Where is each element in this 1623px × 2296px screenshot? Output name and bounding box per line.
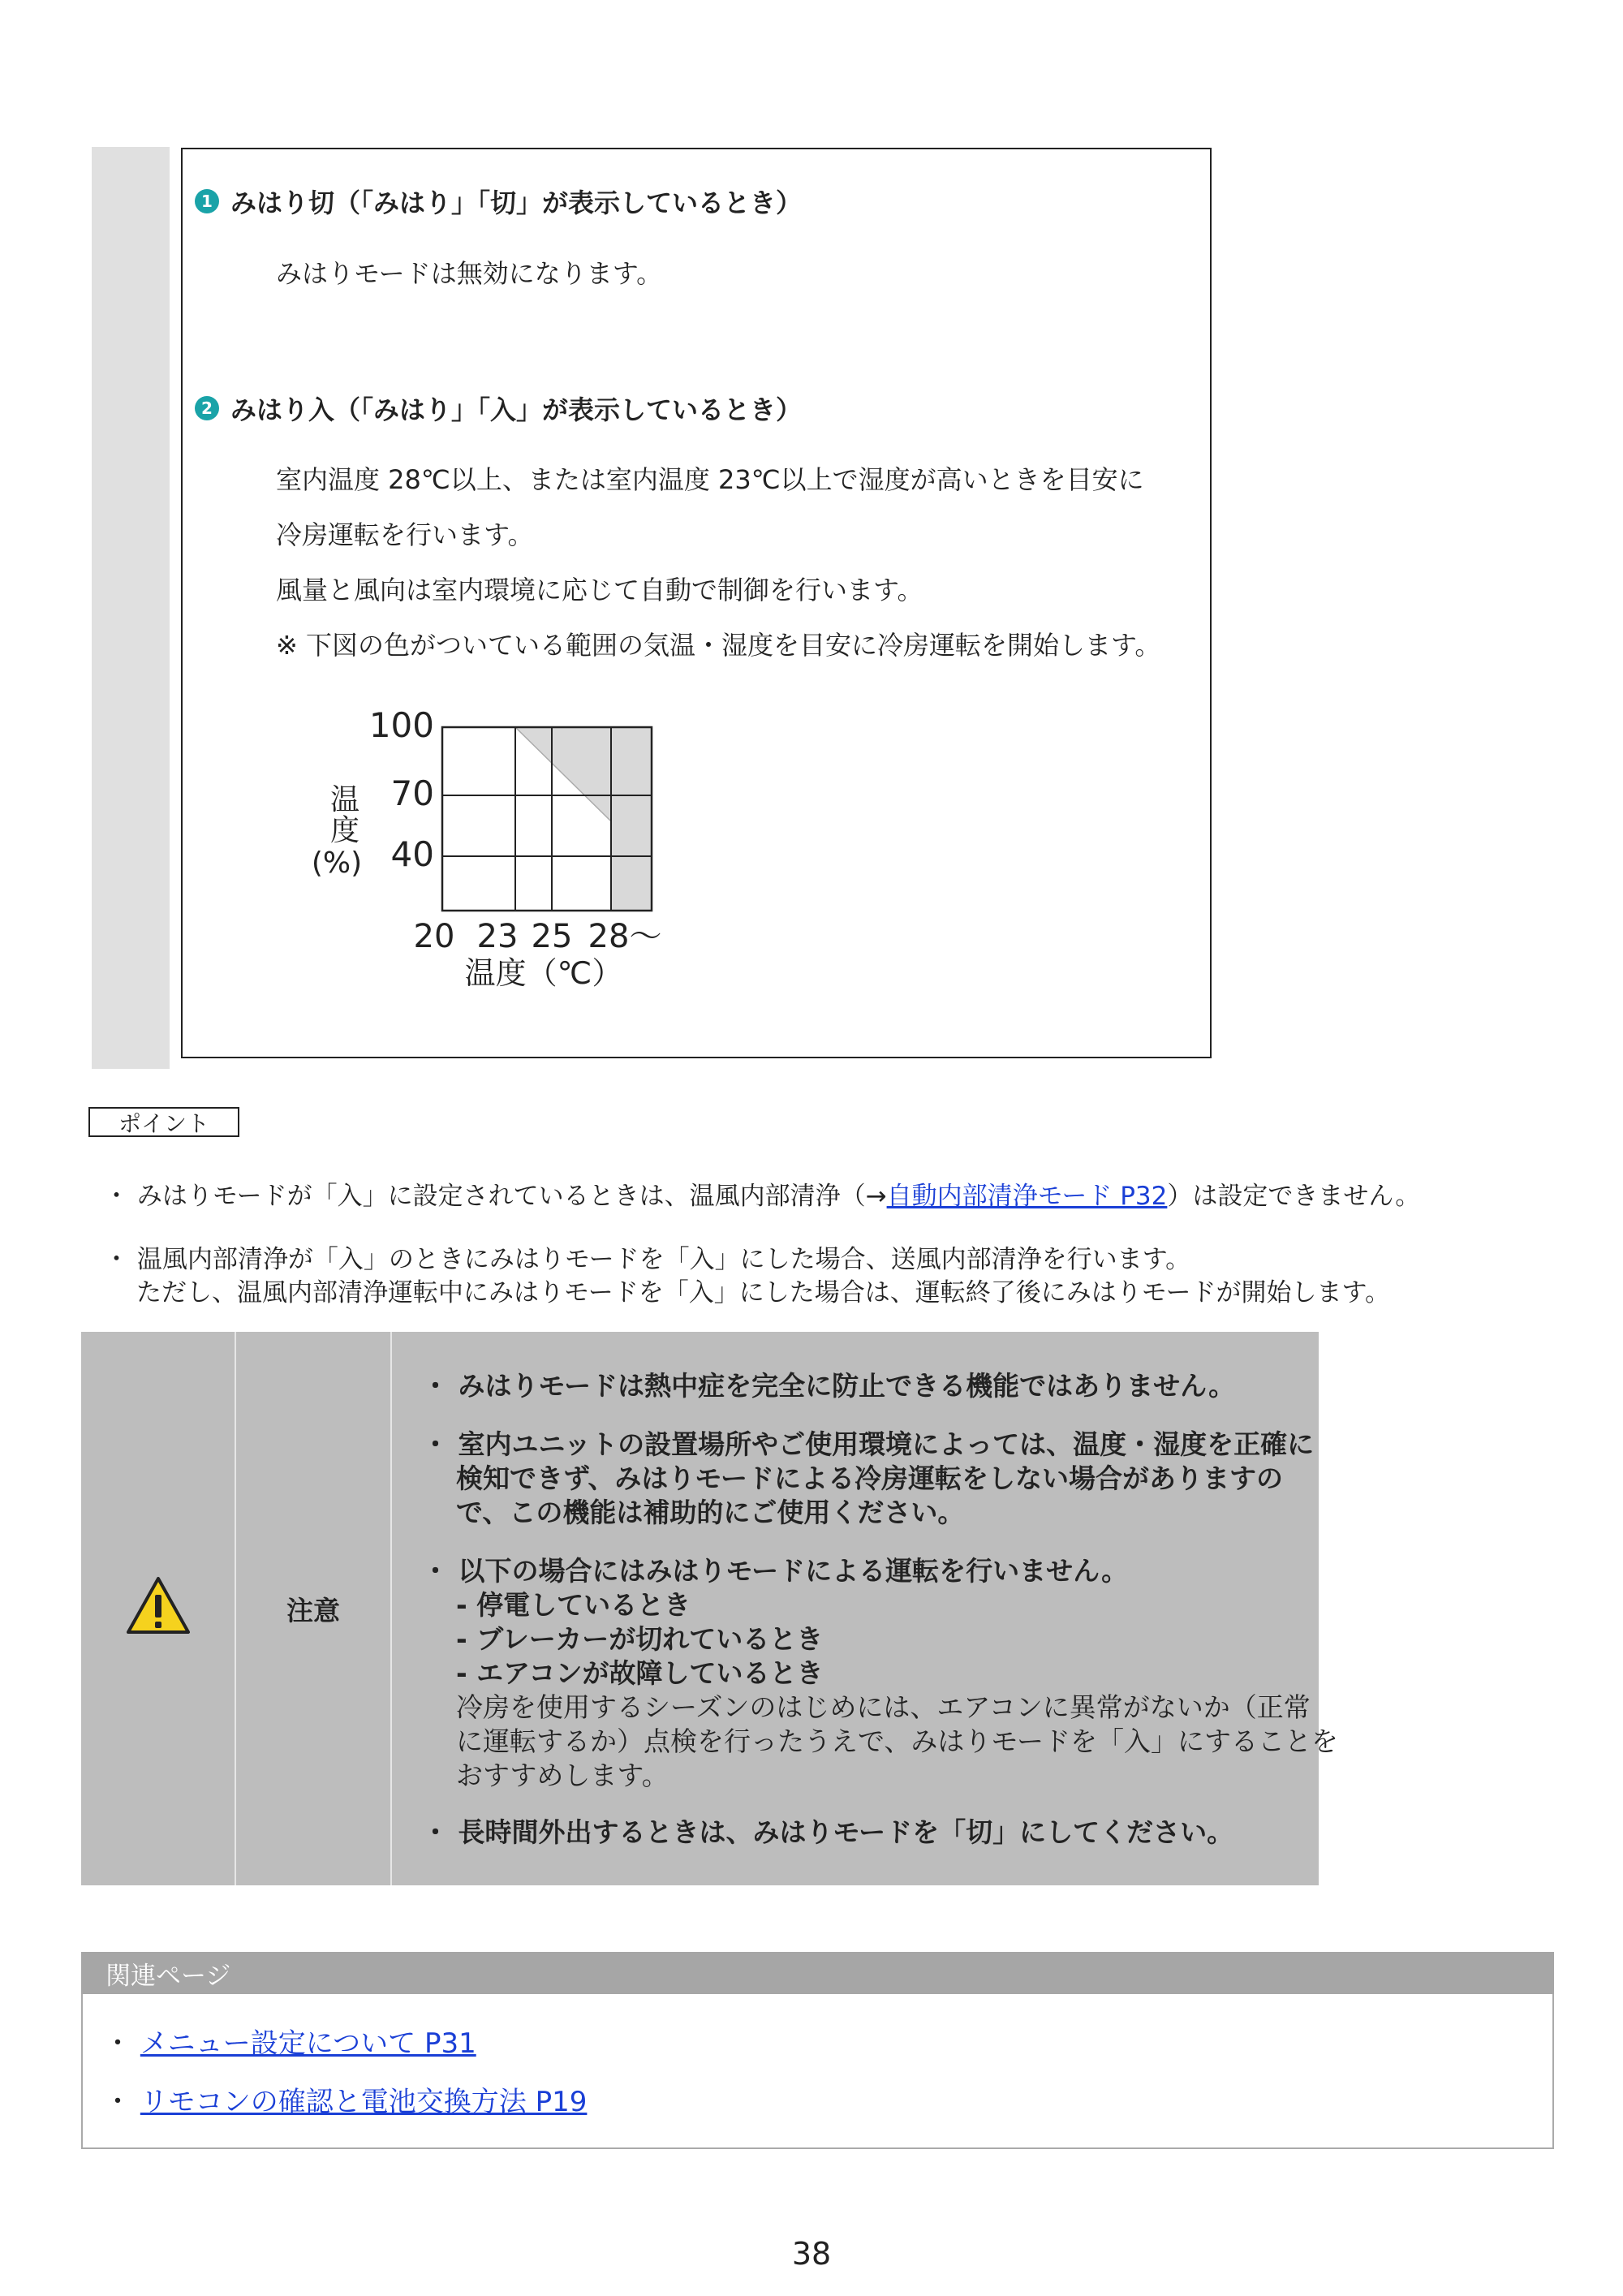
x-tick-20: 20	[413, 918, 455, 955]
link-auto-clean-mode[interactable]: 自動内部清浄モード P32	[886, 1182, 1168, 1211]
caution-item-3-line-3: - ブレーカーが切れているとき	[456, 1623, 824, 1655]
caution-item-3-line-4: - エアコンが故障しているとき	[456, 1657, 824, 1689]
point-label: ポイント	[88, 1107, 239, 1137]
bullet: ・	[104, 2086, 131, 2118]
number-2-icon: 2	[195, 396, 219, 420]
x-tick-28: 28～	[588, 918, 662, 955]
point-item-2-line-1: 温風内部清浄が「入」のときにみはりモードを「入」にした場合、送風内部清浄を行います。	[136, 1245, 1191, 1274]
x-tick-25: 25	[531, 918, 573, 955]
bullet: ・	[422, 1428, 449, 1460]
number-1-icon: 1	[195, 189, 219, 213]
mode-off-heading	[195, 183, 802, 220]
related-pages-header: 関連ページ	[81, 1952, 1554, 1994]
link-remote-battery[interactable]: リモコンの確認と電池交換方法 P19	[140, 2086, 588, 2118]
caution-item-1	[422, 1369, 1235, 1403]
caution-item-2-line-1: 室内ユニットの設置場所やご使用環境によっては、温度・湿度を正確に	[458, 1428, 1315, 1460]
bullet: ・	[422, 1816, 449, 1848]
caution-item-4-text: 長時間外出するときは、みはりモードを「切」にしてください。	[458, 1816, 1234, 1848]
mode-off-text: みはりモードは無効になります。	[276, 258, 663, 289]
caution-title: 注意	[286, 1594, 340, 1626]
mode-on-heading-text: みはり入（「みはり」「入」が表示しているとき）	[230, 394, 803, 425]
mode-on-line-1: 室内温度 28℃以上、または室内温度 23℃以上で湿度が高いときを目安に	[276, 464, 1144, 495]
bullet: ・	[422, 1370, 449, 1402]
point-item-1	[104, 1175, 1420, 1212]
point-item-2	[104, 1238, 1190, 1275]
caution-item-1-text: みはりモードは熱中症を完全に防止できる機能ではありません。	[458, 1370, 1236, 1402]
caution-item-4	[422, 1816, 1233, 1850]
related-item-2	[104, 2079, 587, 2119]
bullet: ・	[104, 1182, 129, 1211]
caution-item-3-line-1: 以下の場合にはみはりモードによる運転を行いません。	[458, 1555, 1129, 1587]
caution-item-3-line-2: - 停電しているとき	[456, 1589, 691, 1621]
y-tick-40: 40	[390, 834, 434, 874]
caution-item-2-line-2: 検知できず、みはりモードによる冷房運転をしない場合がありますの	[456, 1462, 1284, 1494]
caution-table	[81, 1332, 1339, 1885]
point-item-2-line-2: ただし、温風内部清浄運転中にみはりモードを「入」にした場合は、運転終了後にみはりモードが開始します。	[136, 1278, 1391, 1307]
y-tick-100: 100	[368, 705, 434, 745]
page-number: 38	[791, 2236, 832, 2272]
bullet: ・	[104, 1245, 129, 1274]
caution-note-line-2: に運転するか）点検を行ったうえで、みはりモードを「入」にすることを	[456, 1725, 1339, 1757]
mode-on-line-4: ※ 下図の色がついている範囲の気温・湿度を目安に冷房運転を開始します。	[276, 630, 1161, 661]
mode-on-heading	[195, 390, 802, 427]
link-menu-settings[interactable]: メニュー設定について P31	[140, 2027, 476, 2060]
point-item-1-after: ）は設定できません。	[1167, 1182, 1421, 1211]
bullet: ・	[422, 1555, 449, 1587]
caution-item-3	[422, 1554, 1128, 1588]
related-item-1	[104, 2021, 476, 2061]
caution-item-2-line-3: で、この機能は補助的にご使用ください。	[456, 1497, 965, 1528]
y-tick-70: 70	[390, 773, 434, 813]
humidity-temperature-chart	[300, 698, 690, 998]
warning-triangle-icon	[125, 1575, 192, 1639]
caution-note-line-1: 冷房を使用するシーズンのはじめには、エアコンに異常がないか（正常	[456, 1691, 1311, 1723]
mode-on-line-3: 風量と風向は室内環境に応じて自動で制御を行います。	[276, 575, 923, 605]
x-axis-label: 温度（℃）	[464, 955, 623, 991]
y-axis-label-char-1: 温	[329, 783, 360, 816]
mode-off-heading-text: みはり切（「みはり」「切」が表示しているとき）	[230, 187, 803, 218]
side-strip	[92, 147, 170, 1069]
shaded-region-28-plus	[611, 727, 652, 911]
bullet: ・	[104, 2027, 131, 2060]
related-pages-box	[81, 1994, 1554, 2149]
caution-note-line-3: おすすめします。	[456, 1760, 669, 1791]
y-axis-label-char-2: 度	[329, 814, 360, 847]
mode-on-line-2: 冷房運転を行います。	[276, 519, 534, 550]
y-axis-label-char-3: (%)	[311, 846, 363, 880]
caution-item-2	[422, 1428, 1314, 1462]
x-tick-23: 23	[476, 918, 519, 955]
point-item-1-before: みはりモードが「入」に設定されているときは、温風内部清浄（→	[136, 1182, 887, 1211]
